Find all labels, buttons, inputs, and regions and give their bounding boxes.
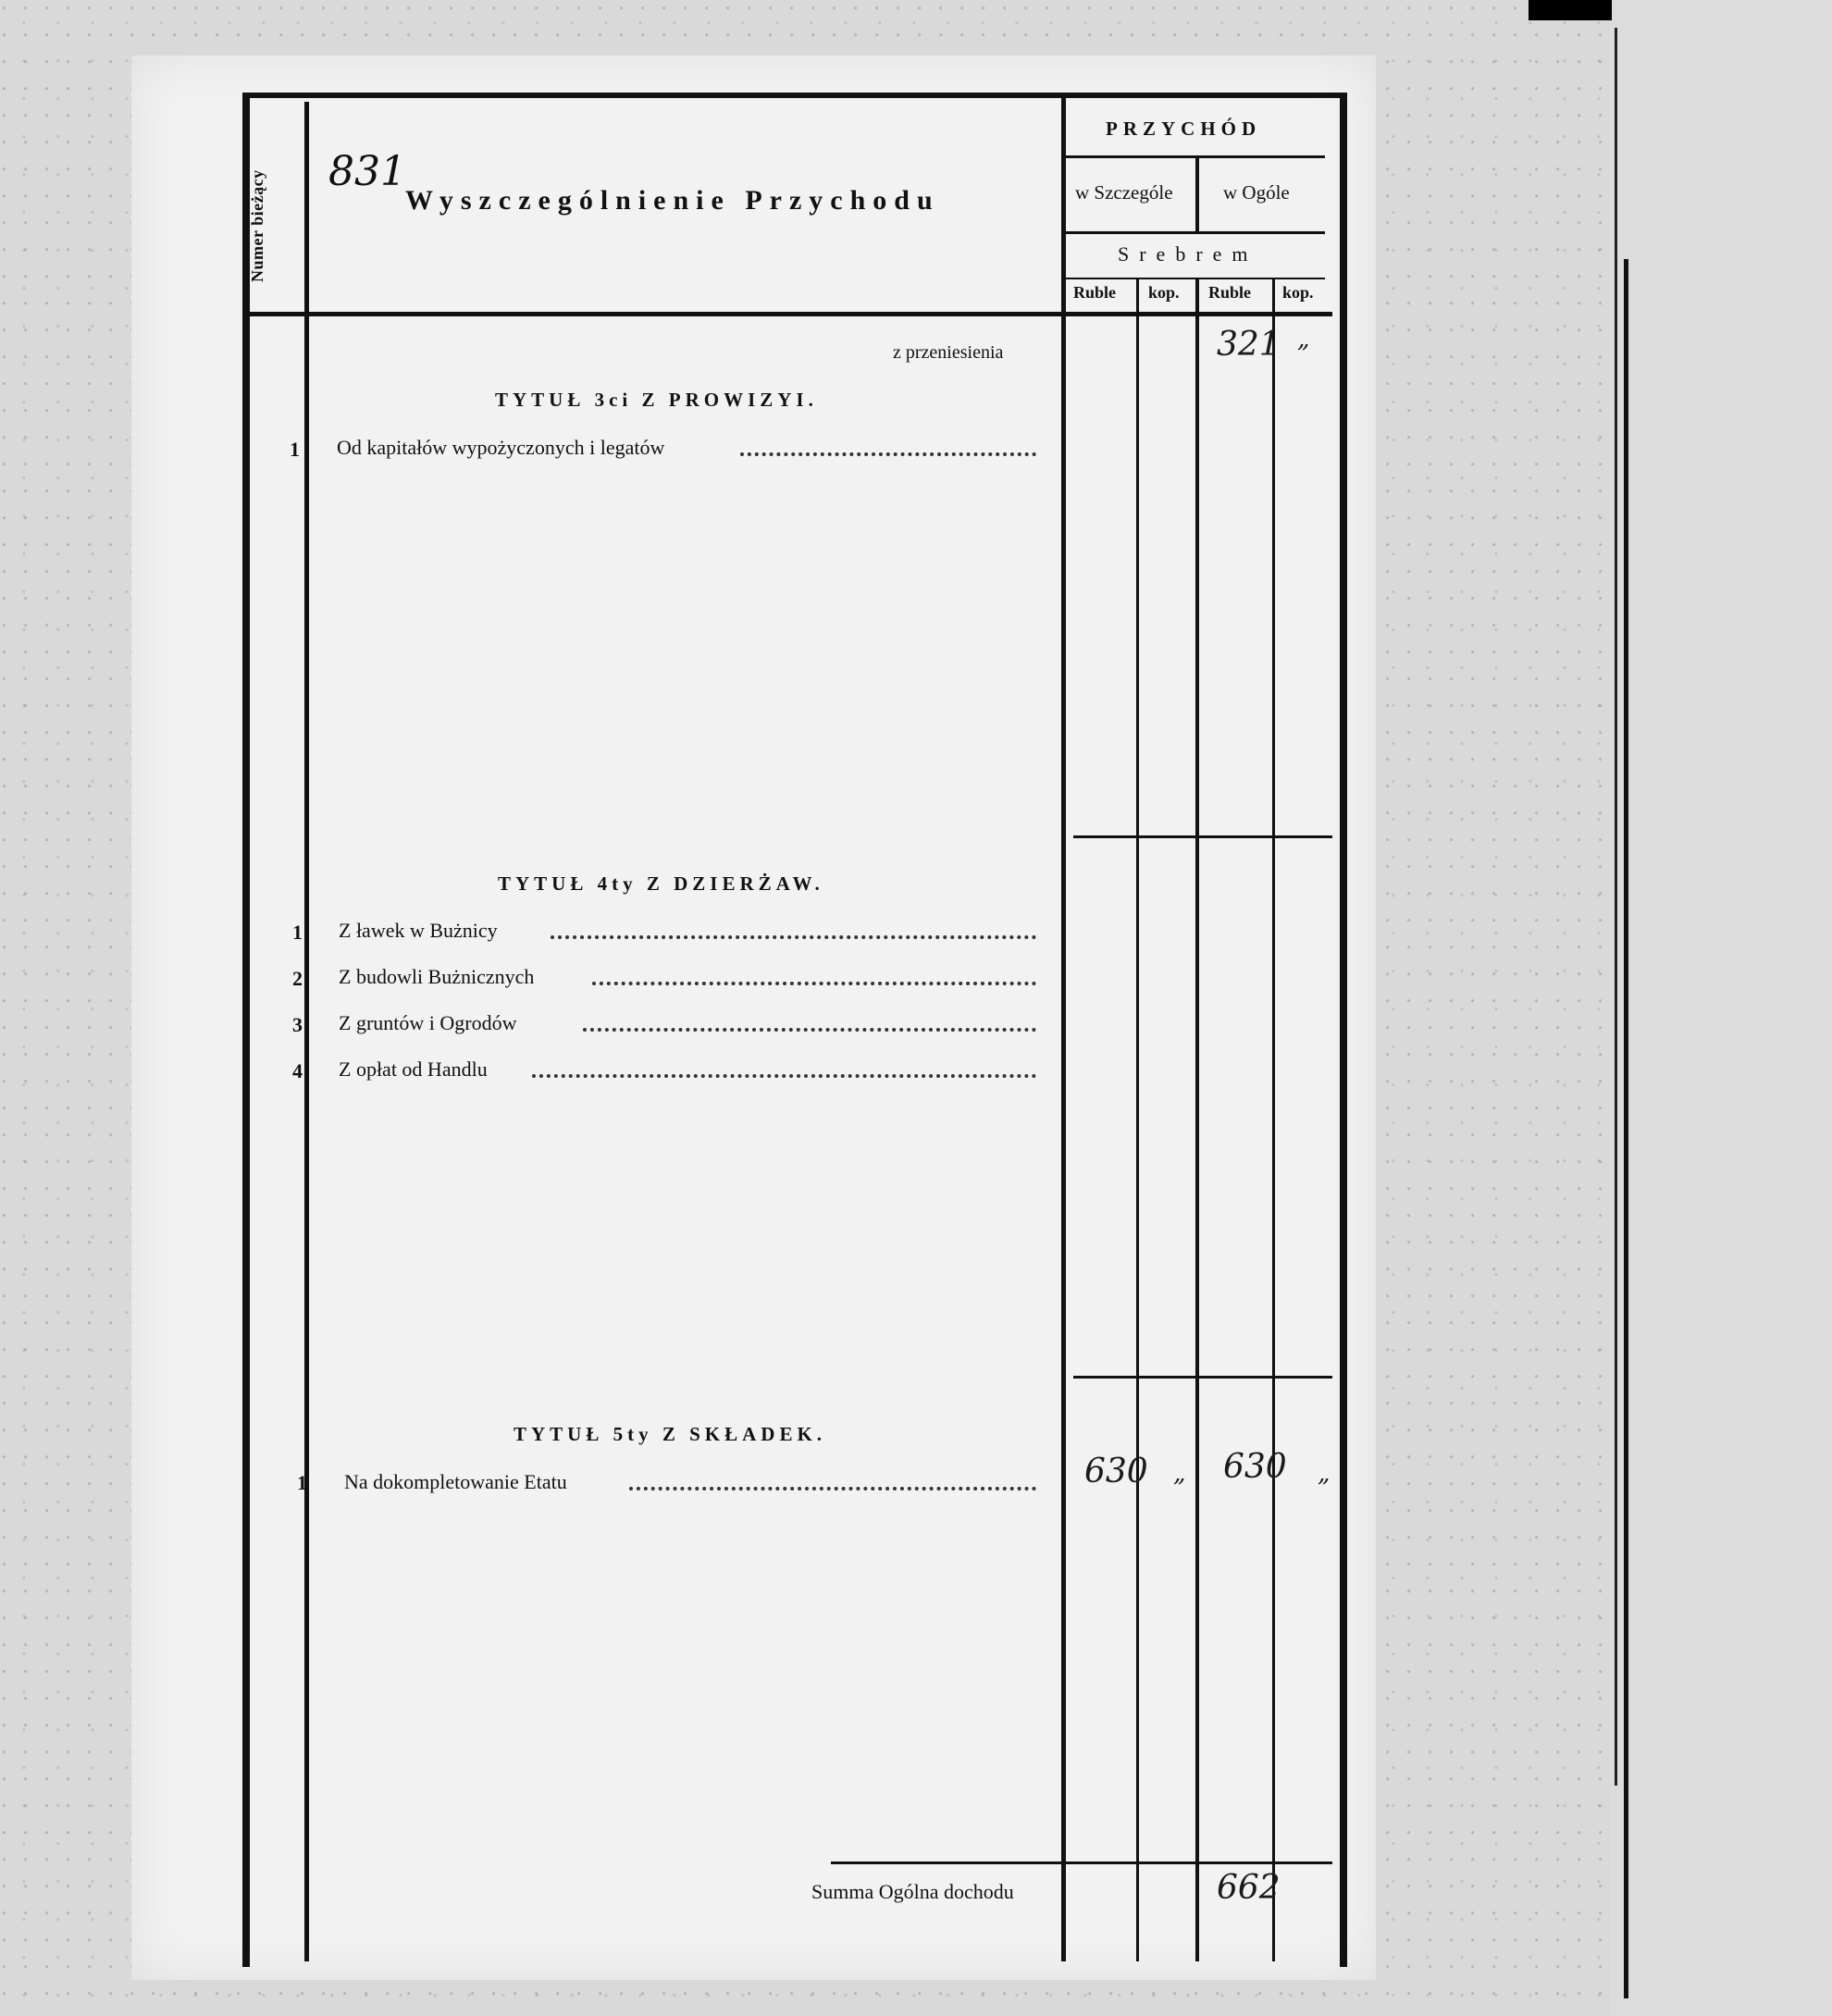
section-title-3: TYTUŁ 3ci Z PROWIZYI.: [495, 389, 818, 411]
header-split-line: [1195, 157, 1199, 231]
description-header: Wyszczególnienie Przychodu: [405, 185, 940, 216]
item-label: Z budowli Bużnicznych: [339, 965, 535, 988]
item-label: Z gruntów i Ogrodów: [339, 1011, 517, 1034]
grand-total-label: Summa Ogólna dochodu: [811, 1880, 1014, 1903]
total-column-line: [1195, 278, 1199, 1961]
kop-unit-1: kop.: [1148, 283, 1180, 302]
detail-kop-amount: „: [1173, 1460, 1186, 1488]
carried-over-rubles: 321: [1217, 326, 1281, 364]
rubles-unit-1: Ruble: [1073, 283, 1117, 302]
section-title-4: TYTUŁ 4ty Z DZIERŻAW.: [498, 872, 824, 895]
detail-header: w Szczególe: [1075, 181, 1173, 204]
item-number: 2: [292, 967, 303, 990]
page-number-stamp: 831: [328, 148, 406, 195]
item-label: Z opłat od Handlu: [339, 1057, 488, 1081]
item-label: Na dokompletowanie Etatu: [344, 1470, 567, 1493]
item-number: 4: [292, 1059, 303, 1082]
header-divider: [248, 312, 1332, 316]
item-number: 1: [292, 921, 303, 944]
section-divider-1: [1073, 835, 1332, 838]
rubles-unit-2: Ruble: [1208, 283, 1252, 302]
carried-over-kop: „: [1297, 326, 1310, 353]
item-number: 1: [297, 1471, 307, 1494]
leader-dots: [629, 1487, 1036, 1490]
number-column-divider: [304, 102, 309, 1961]
total-rubles-amount: 630: [1223, 1448, 1287, 1486]
total-divider: [831, 1861, 1332, 1864]
carried-over-label: z przeniesienia: [893, 342, 1004, 363]
leader-dots: [551, 935, 1036, 939]
section-title-5: TYTUŁ 5ty Z SKŁADEK.: [514, 1423, 827, 1445]
page-edge-line-dark: [1624, 259, 1628, 1998]
detail-rubles-amount: 630: [1084, 1453, 1148, 1490]
currency-header: Srebrem: [1118, 242, 1258, 266]
page-edge-line: [1615, 28, 1617, 1786]
przychod-underline: [1064, 155, 1325, 158]
section-divider-2: [1073, 1376, 1332, 1379]
adjacent-page-strip: [1610, 0, 1832, 2016]
kop-column-line-1: [1136, 278, 1139, 1961]
column-number-label: Numer bieżący: [248, 169, 266, 282]
srebrem-underline: [1064, 278, 1325, 279]
leader-dots: [532, 1074, 1036, 1078]
kop-unit-2: kop.: [1282, 283, 1314, 302]
item-label: Od kapitałów wypożyczonych i legatów: [337, 436, 665, 459]
item-number: 3: [292, 1013, 303, 1036]
leader-dots: [592, 982, 1036, 985]
item-number: 1: [290, 438, 300, 461]
subheader-underline: [1064, 231, 1325, 234]
total-kop-amount: „: [1318, 1460, 1331, 1488]
amount-column-divider: [1061, 98, 1066, 1961]
leader-dots: [740, 452, 1036, 456]
grand-total-rubles: 662: [1217, 1869, 1281, 1907]
kop-column-line-2: [1272, 278, 1275, 1961]
item-label: Z ławek w Bużnicy: [339, 919, 498, 942]
scan-edge-bar: [1529, 0, 1612, 20]
total-header: w Ogóle: [1223, 181, 1290, 204]
income-header: PRZYCHÓD: [1106, 117, 1262, 140]
leader-dots: [583, 1028, 1036, 1032]
